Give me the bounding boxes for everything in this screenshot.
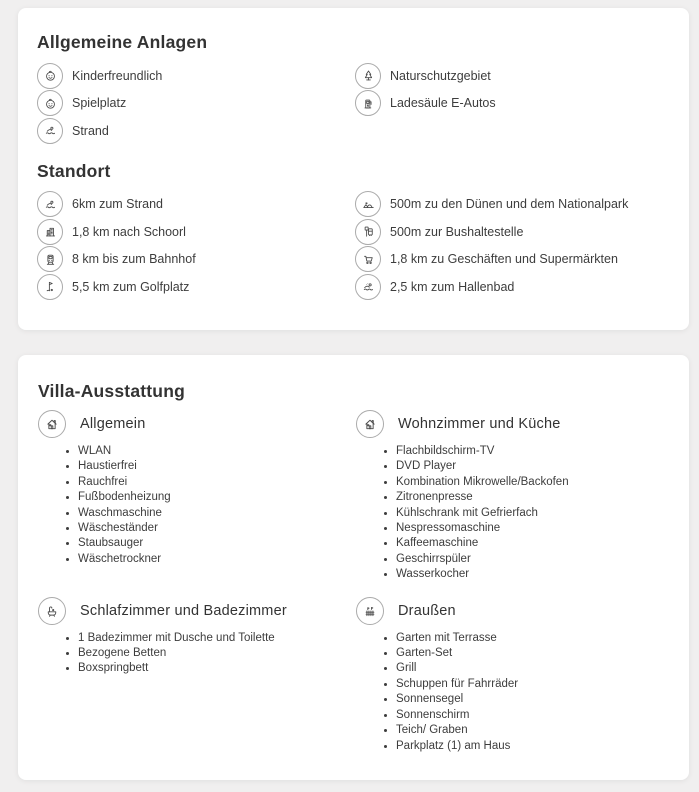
equipment-item: • Kombination Mikrowelle/Backofen (396, 475, 669, 490)
amenity-label: 8 km bis zum Bahnhof (72, 252, 196, 267)
equipment-item: • Wasserkocher (396, 567, 669, 582)
section-title: Allgemeine Anlagen (37, 32, 208, 52)
bath-icon (38, 597, 66, 625)
equipment-item: • Flachbildschirm-TV (396, 444, 669, 459)
swimmer-icon (355, 274, 381, 300)
amenity-item (355, 218, 669, 246)
equipment-group-title: Allgemein (80, 416, 146, 432)
equipment-item: • 1 Badezimmer mit Dusche und Toilette (78, 631, 356, 646)
amenity-column (355, 62, 669, 145)
amenity-item (37, 218, 355, 246)
equipment-item: • Sonnensegel (396, 692, 669, 707)
bus-stop-icon (355, 219, 381, 245)
amenity-item (37, 90, 355, 118)
equipment-item-list (356, 444, 669, 583)
equipment-group (38, 597, 356, 754)
house-icon (38, 410, 66, 438)
amenity-label: Kinderfreundlich (72, 68, 163, 83)
amenity-item (355, 191, 669, 219)
equipment-item-list (38, 444, 356, 567)
section-columns (37, 191, 669, 301)
equipment-item-list (356, 631, 669, 754)
equipment-item: • Haustierfrei (78, 459, 356, 474)
ev-charger-icon (355, 90, 381, 116)
equipment-group-header (356, 410, 669, 438)
cart-icon (355, 246, 381, 272)
equipment-item: • Wäschetrockner (78, 552, 356, 567)
equipment-item: • Boxspringbett (78, 661, 356, 676)
section-title: Standort (37, 160, 111, 181)
amenity-section (37, 32, 669, 145)
equipment-group (38, 410, 356, 583)
equipment-item: • Kühlschrank mit Gefrierfach (396, 506, 669, 521)
child-face-icon (37, 63, 63, 89)
amenity-label: 500m zur Bushaltestelle (390, 224, 524, 239)
equipment-group-header (38, 597, 356, 625)
equipment-item: • Garten-Set (396, 646, 669, 661)
amenity-column (37, 191, 355, 301)
section-columns (37, 62, 669, 145)
train-icon (37, 246, 63, 272)
equipment-item: • Geschirrspüler (396, 552, 669, 567)
equipment-group-title: Wohnzimmer und Küche (398, 416, 561, 432)
equipment-item: • Sonnenschirm (396, 708, 669, 723)
beach-icon (37, 191, 63, 217)
equipment-item: • Nespressomaschine (396, 521, 669, 536)
amenity-label: Naturschutzgebiet (390, 68, 491, 83)
amenity-item (37, 62, 355, 90)
amenity-item (355, 246, 669, 274)
amenity-item (37, 273, 355, 301)
equipment-item: • Garten mit Terrasse (396, 631, 669, 646)
equipment-item: • Zitronenpresse (396, 490, 669, 505)
amenity-item (355, 90, 669, 118)
amenity-label: 1,8 km nach Schoorl (72, 224, 186, 239)
equipment-item: • Waschmaschine (78, 506, 356, 521)
amenities-card (18, 8, 689, 330)
equipment-item: • Kaffeemaschine (396, 536, 669, 551)
equipment-item: • Parkplatz (1) am Haus (396, 739, 669, 754)
amenity-item (37, 246, 355, 274)
amenity-label: 500m zu den Dünen und dem Nationalpark (390, 197, 629, 212)
amenity-label: 5,5 km zum Golfplatz (72, 279, 190, 294)
golf-icon (37, 274, 63, 300)
amenity-label: 2,5 km zum Hallenbad (390, 279, 515, 294)
equipment-group (356, 410, 669, 583)
amenity-item (37, 191, 355, 219)
amenity-section (37, 161, 669, 301)
amenity-label: Ladesäule E-Autos (390, 96, 496, 111)
equipment-item: • Grill (396, 661, 669, 676)
city-icon (37, 219, 63, 245)
equipment-card-title: Villa-Ausstattung (38, 381, 185, 401)
amenity-label: Strand (72, 123, 109, 138)
equipment-card (18, 355, 689, 780)
fence-icon (356, 597, 384, 625)
equipment-item: • WLAN (78, 444, 356, 459)
child-face-icon (37, 90, 63, 116)
equipment-item-list (38, 631, 356, 677)
equipment-item: • Bezogene Betten (78, 646, 356, 661)
equipment-item: • Rauchfrei (78, 475, 356, 490)
house-icon (356, 410, 384, 438)
equipment-group (356, 597, 669, 754)
equipment-item: • Schuppen für Fahrräder (396, 677, 669, 692)
equipment-item: • Fußbodenheizung (78, 490, 356, 505)
amenity-column (37, 62, 355, 145)
amenity-item (355, 62, 669, 90)
equipment-group-title: Schlafzimmer und Badezimmer (80, 602, 287, 619)
equipment-item: • Staubsauger (78, 536, 356, 551)
equipment-groups (38, 410, 669, 754)
amenity-label: 6km zum Strand (72, 197, 164, 212)
equipment-item: • Wäscheständer (78, 521, 356, 536)
equipment-item: • Teich/ Graben (396, 723, 669, 738)
amenity-item (355, 273, 669, 301)
equipment-item: • DVD Player (396, 459, 669, 474)
amenities-sections (37, 32, 669, 301)
amenity-item (37, 117, 355, 145)
equipment-group-header (356, 597, 669, 625)
tree-icon (355, 63, 381, 89)
beach-icon (37, 118, 63, 144)
amenity-column (355, 191, 669, 301)
equipment-group-title: Draußen (398, 602, 456, 619)
equipment-group-header (38, 410, 356, 438)
dunes-icon (355, 191, 381, 217)
amenity-label: 1,8 km zu Geschäften und Supermärkten (390, 252, 618, 267)
amenity-label: Spielplatz (72, 96, 127, 111)
